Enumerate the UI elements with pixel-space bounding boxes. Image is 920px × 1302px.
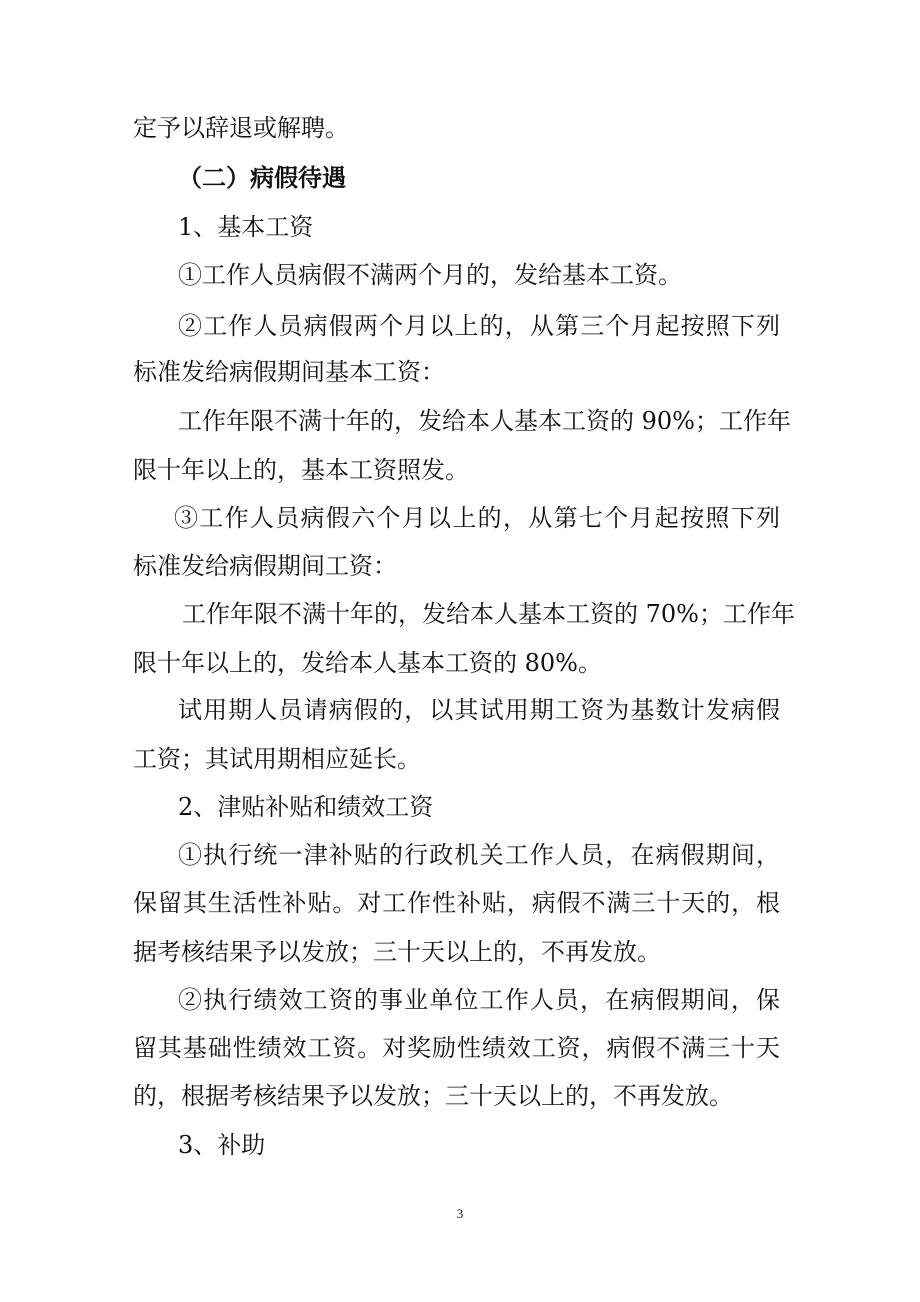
text-line: 工作年限不满十年的，发给本人基本工资的 70%；工作年	[182, 600, 795, 628]
page-number: 3	[456, 1206, 464, 1221]
section-heading: （二）病假待遇	[178, 163, 346, 192]
text-line: 据考核结果予以发放；三十天以上的，不再发放。	[133, 938, 661, 966]
text-line: 限十年以上的，发给本人基本工资的 80%。	[133, 649, 602, 677]
text-line: ②执行绩效工资的事业单位工作人员，在病假期间，保	[178, 986, 780, 1014]
text-line: 试用期人员请病假的，以其试用期工资为基数计发病假	[178, 696, 780, 724]
text-line: 的，根据考核结果予以发放；三十天以上的，不再发放。	[133, 1082, 733, 1110]
subheading: 2、津贴补贴和绩效工资	[178, 793, 434, 821]
text-line: 标准发给病假期间基本工资：	[133, 358, 445, 386]
text-line: 工资；其试用期相应延长。	[133, 745, 421, 773]
text-line: 定予以辞退或解聘。	[133, 114, 349, 142]
text-line: ②工作人员病假两个月以上的，从第三个月起按照下列	[178, 312, 780, 340]
text-line: ①执行统一津补贴的行政机关工作人员，在病假期间，	[178, 841, 780, 869]
subheading: 1、基本工资	[178, 213, 314, 241]
text-line: 保留其生活性补贴。对工作性补贴，病假不满三十天的，根	[133, 889, 780, 917]
text-line: ①工作人员病假不满两个月的，发给基本工资。	[178, 261, 682, 289]
subheading: 3、补助	[178, 1131, 266, 1159]
text-line: 工作年限不满十年的，发给本人基本工资的 90%；工作年	[178, 407, 791, 435]
text-line: 留其基础性绩效工资。对奖励性绩效工资，病假不满三十天	[133, 1034, 780, 1062]
text-line: 标准发给病假期间工资：	[133, 552, 397, 580]
text-line: ③工作人员病假六个月以上的，从第七个月起按照下列	[174, 504, 780, 532]
text-line: 限十年以上的，基本工资照发。	[133, 456, 469, 484]
